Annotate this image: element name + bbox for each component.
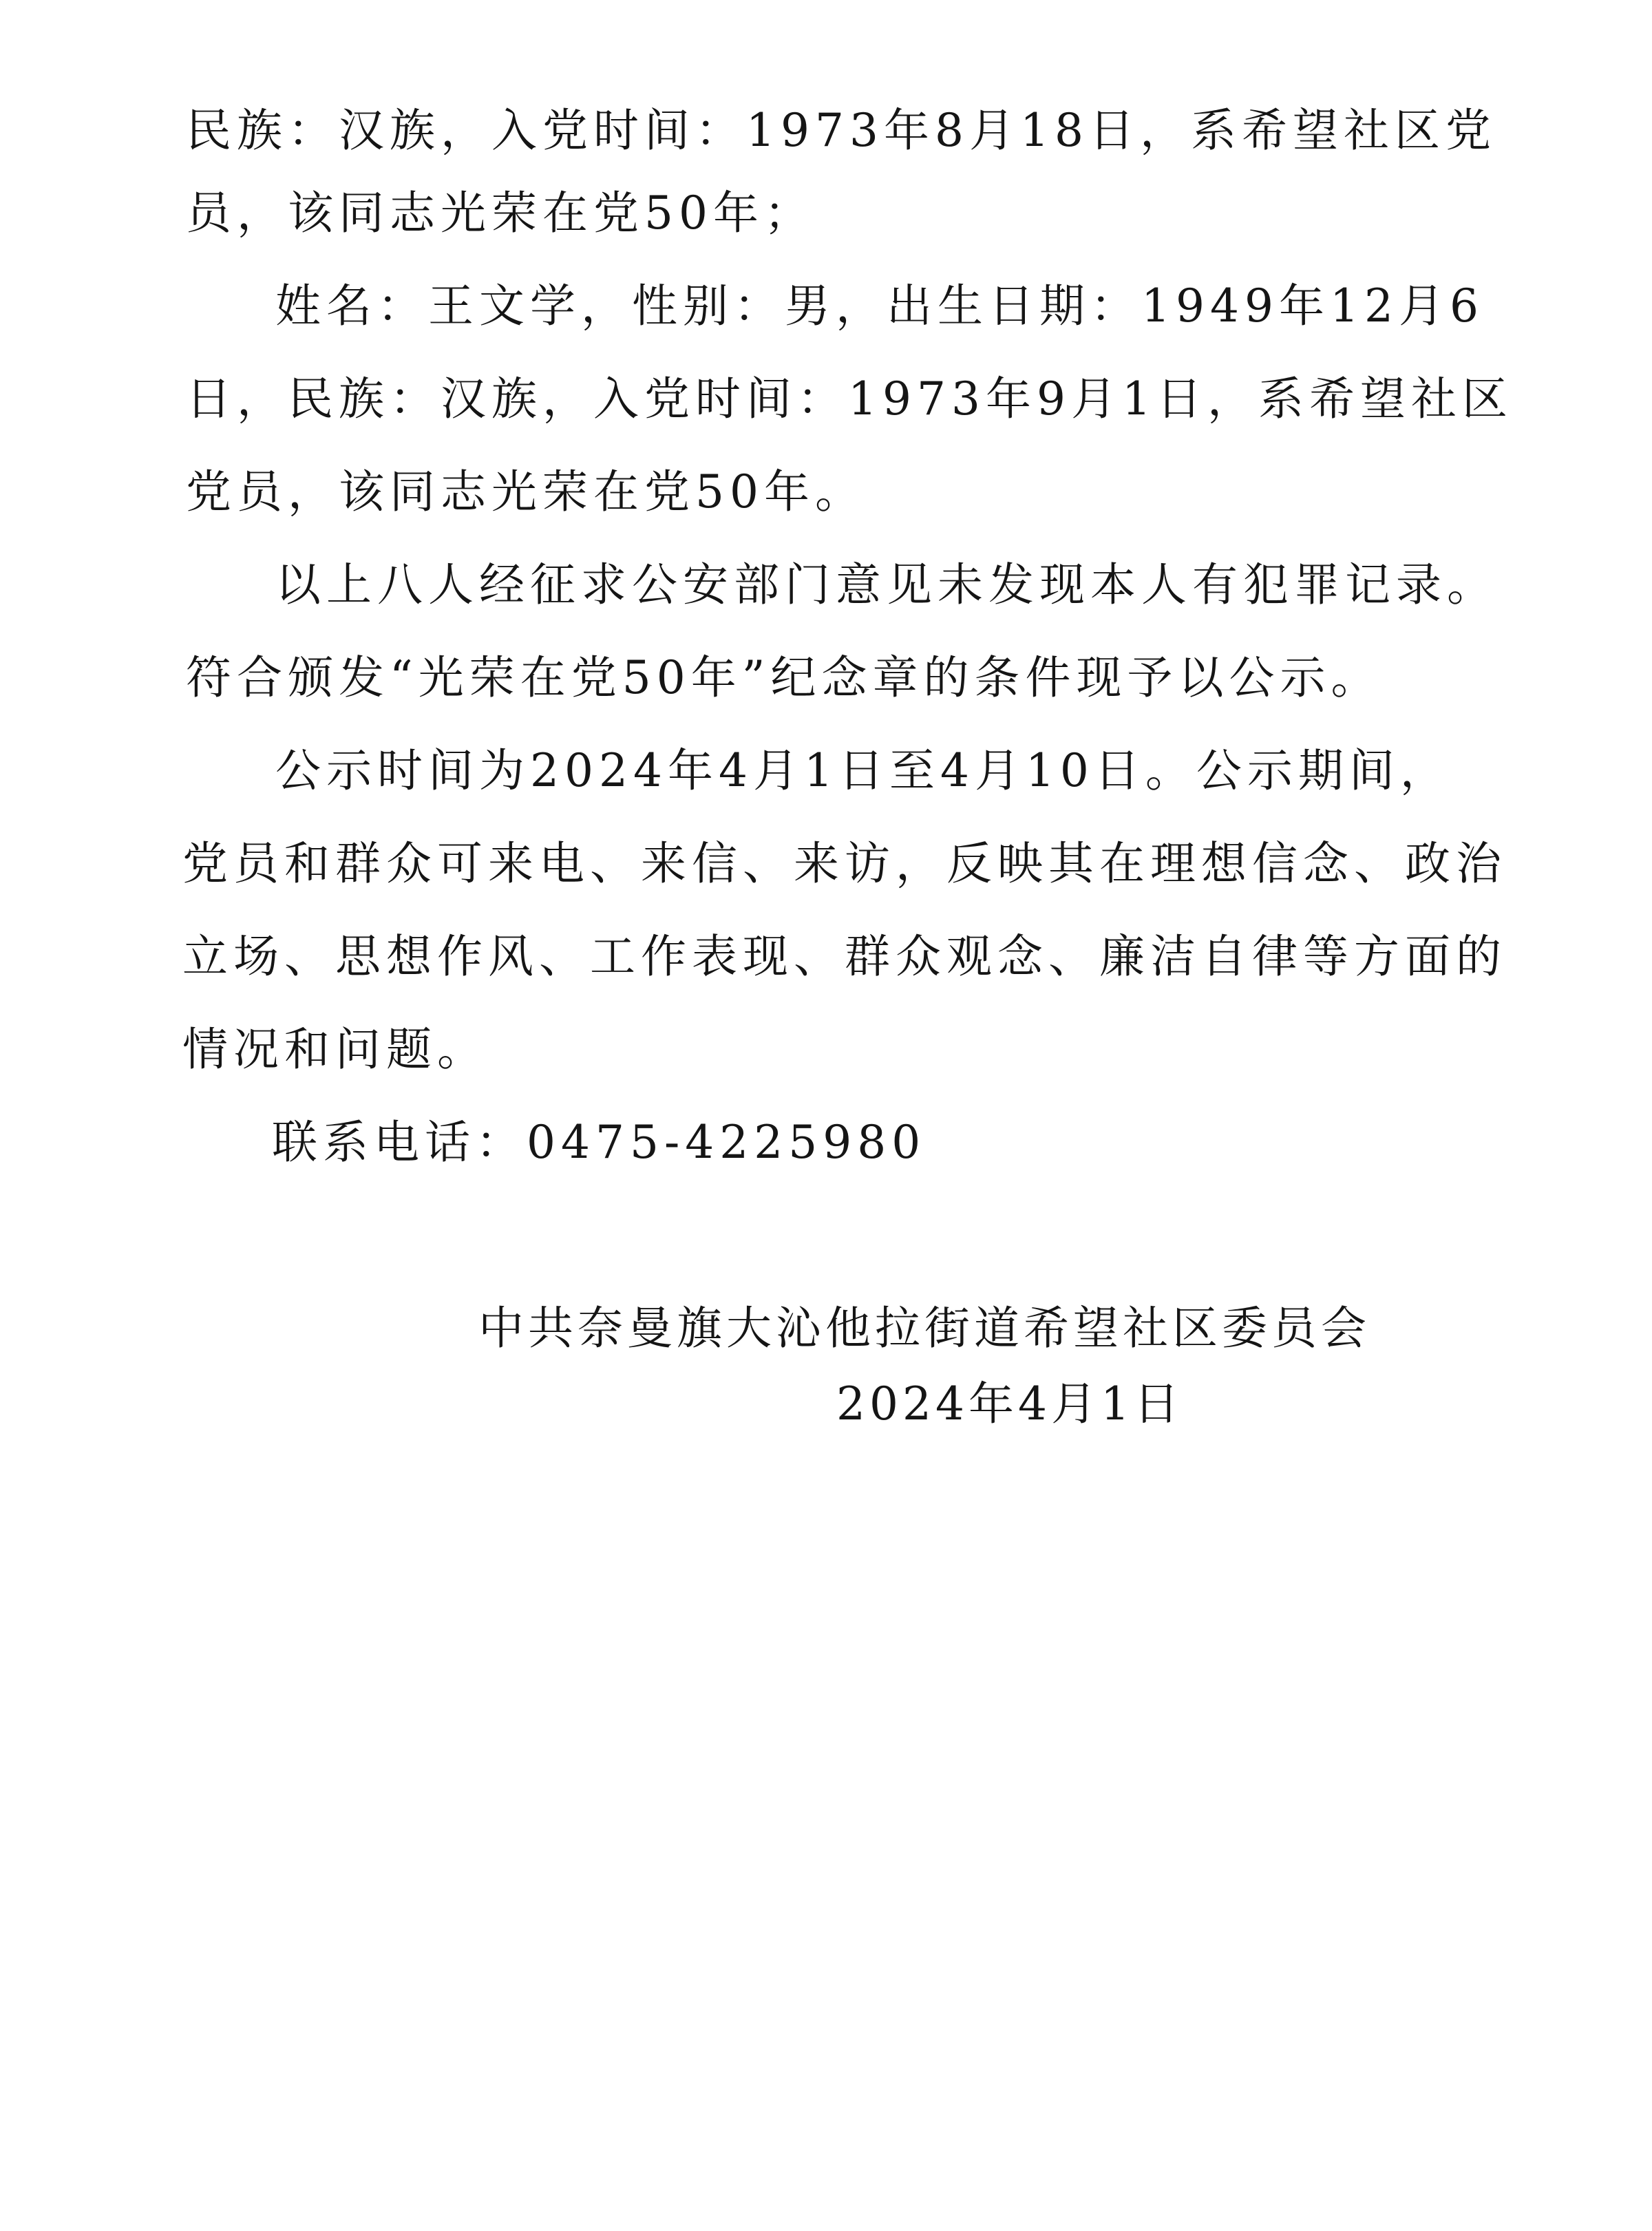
p1-line1: 民族：汉族，入党时间：1973年8月18日，系希望社区党: [186, 104, 1496, 157]
contact-phone: 联系电话：0475-4225980: [272, 1116, 926, 1169]
p3-line1: 以上八人经征求公安部门意见未发现本人有犯罪记录。: [275, 558, 1498, 611]
p2-line3: 党员，该同志光荣在党50年。: [186, 465, 866, 518]
p4-line3: 立场、思想作风、工作表现、群众观念、廉洁自律等方面的: [182, 930, 1507, 983]
p4-line4: 情况和问题。: [182, 1023, 488, 1076]
p4-line1: 公示时间为2024年4月1日至4月10日。公示期间，: [275, 744, 1451, 797]
p4-line2: 党员和群众可来电、来信、来访，反映其在理想信念、政治: [182, 837, 1507, 890]
p1-line2: 员，该同志光荣在党50年；: [186, 187, 815, 240]
p2-line1: 姓名：王文学，性别：男，出生日期：1949年12月6: [275, 279, 1484, 332]
p3-line2: 符合颁发“光荣在党50年”纪念章的条件现予以公示。: [186, 651, 1382, 704]
p2-line2: 日，民族：汉族，入党时间：1973年9月1日，系希望社区: [186, 372, 1513, 425]
signature-date: 2024年4月1日: [836, 1377, 1183, 1430]
signature-organization: 中共奈曼旗大沁他拉街道希望社区委员会: [478, 1302, 1370, 1355]
